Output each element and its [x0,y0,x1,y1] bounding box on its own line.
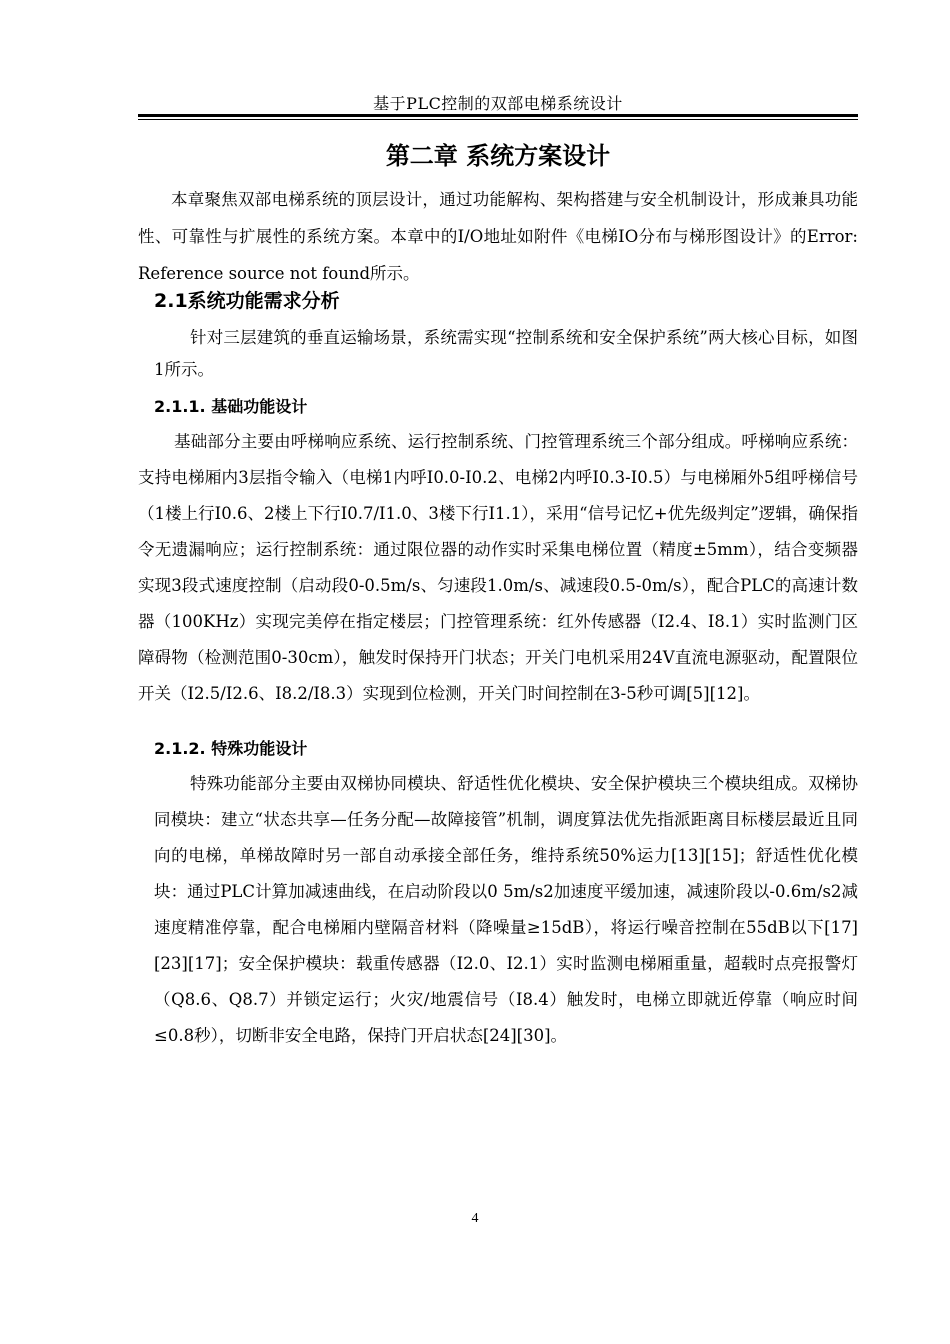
page-number: 4 [471,1211,479,1226]
header-rule-thin [138,119,858,120]
section-2-1-2-paragraph [154,766,858,1054]
running-header: 基于PLC控制的双部电梯系统设计 [373,94,623,113]
section-2-1-1-text: 基础部分主要由呼梯响应系统、运行控制系统、门控管理系统三个部分组成。呼梯响应系统：支持电梯厢内3层指令输入（电梯1内呼I0.0-I0.2、电梯2内呼I0.3-I0.5）与电梯厢外5组呼梯信号（1楼上行I0.6、2楼上下行I0.7/I1.0、3楼下行I1.1），采用“信号记忆+优先级判定”逻辑，确保指令无遗漏响应；运行控制系统：通过限位器的动作实时采集电梯位置（精度±5mm），结合变频器实现3段式速度控制（启动段0-0.5m/s、匀速段1.0m/s、减速段0.5-0m/s），配合PLC的高速计数器（100KHz）实现完美停在指定楼层；门控管理系统：红外传感器（I2.4、I8.1）实时监测门区障碍物（检测范围0-30cm），触发时保持开门状态；开关门电机采用24V直流电源驱动，配置限位开关（I2.5/I2.6、I8.2/I8.3）实现到位检测，开关门时间控制在3-5秒可调[5][12]。 [138,432,858,703]
section-2-1-2-text: 特殊功能部分主要由双梯协同模块、舒适性优化模块、安全保护模块三个模块组成。双梯协同模块：建立“状态共享—任务分配—故障接管”机制，调度算法优先指派距离目标楼层最近且同向的电梯，单梯故障时另一部自动承接全部任务，维持系统50%运力[13][15]；舒适性优化模块：通过PLC计算加减速曲线，在启动阶段以0 5m/s2加速度平缓加速，减速阶段以-0.6m/s2减速度精准停靠，配合电梯厢内壁隔音材料（降噪量≥15dB），将运行噪音控制在55dB以下[17][23][17]；安全保护模块：载重传感器（I2.0、I2.1）实时监测电梯厢重量，超载时点亮报警灯（Q8.6、Q8.7）并锁定运行；火灾/地震信号（I8.4）触发时，电梯立即就近停靠（响应时间≤0.8秒），切断非安全电路，保持门开启状态[24][30]。 [154,774,858,1045]
intro-paragraph [138,181,858,292]
section-2-1-text: 针对三层建筑的垂直运输场景，系统需实现“控制系统和安全保护系统”两大核心目标，如图1所示。 [154,328,858,379]
section-2-1-1-paragraph [138,424,858,712]
section-2-1-heading: 2.1系统功能需求分析 [154,290,340,312]
section-2-1-1-heading: 2.1.1. 基础功能设计 [154,397,308,416]
header-rule-thick [138,114,858,117]
section-2-1-2-heading: 2.1.2. 特殊功能设计 [154,739,308,758]
intro-text: 本章聚焦双部电梯系统的顶层设计，通过功能解构、架构搭建与安全机制设计，形成兼具功能性、可靠性与扩展性的系统方案。本章中的I/O地址如附件《电梯IO分布与梯形图设计》的Error: Reference source not found所示。 [138,190,858,283]
section-2-1-paragraph [154,322,858,386]
chapter-title: 第二章 系统方案设计 [385,142,611,170]
